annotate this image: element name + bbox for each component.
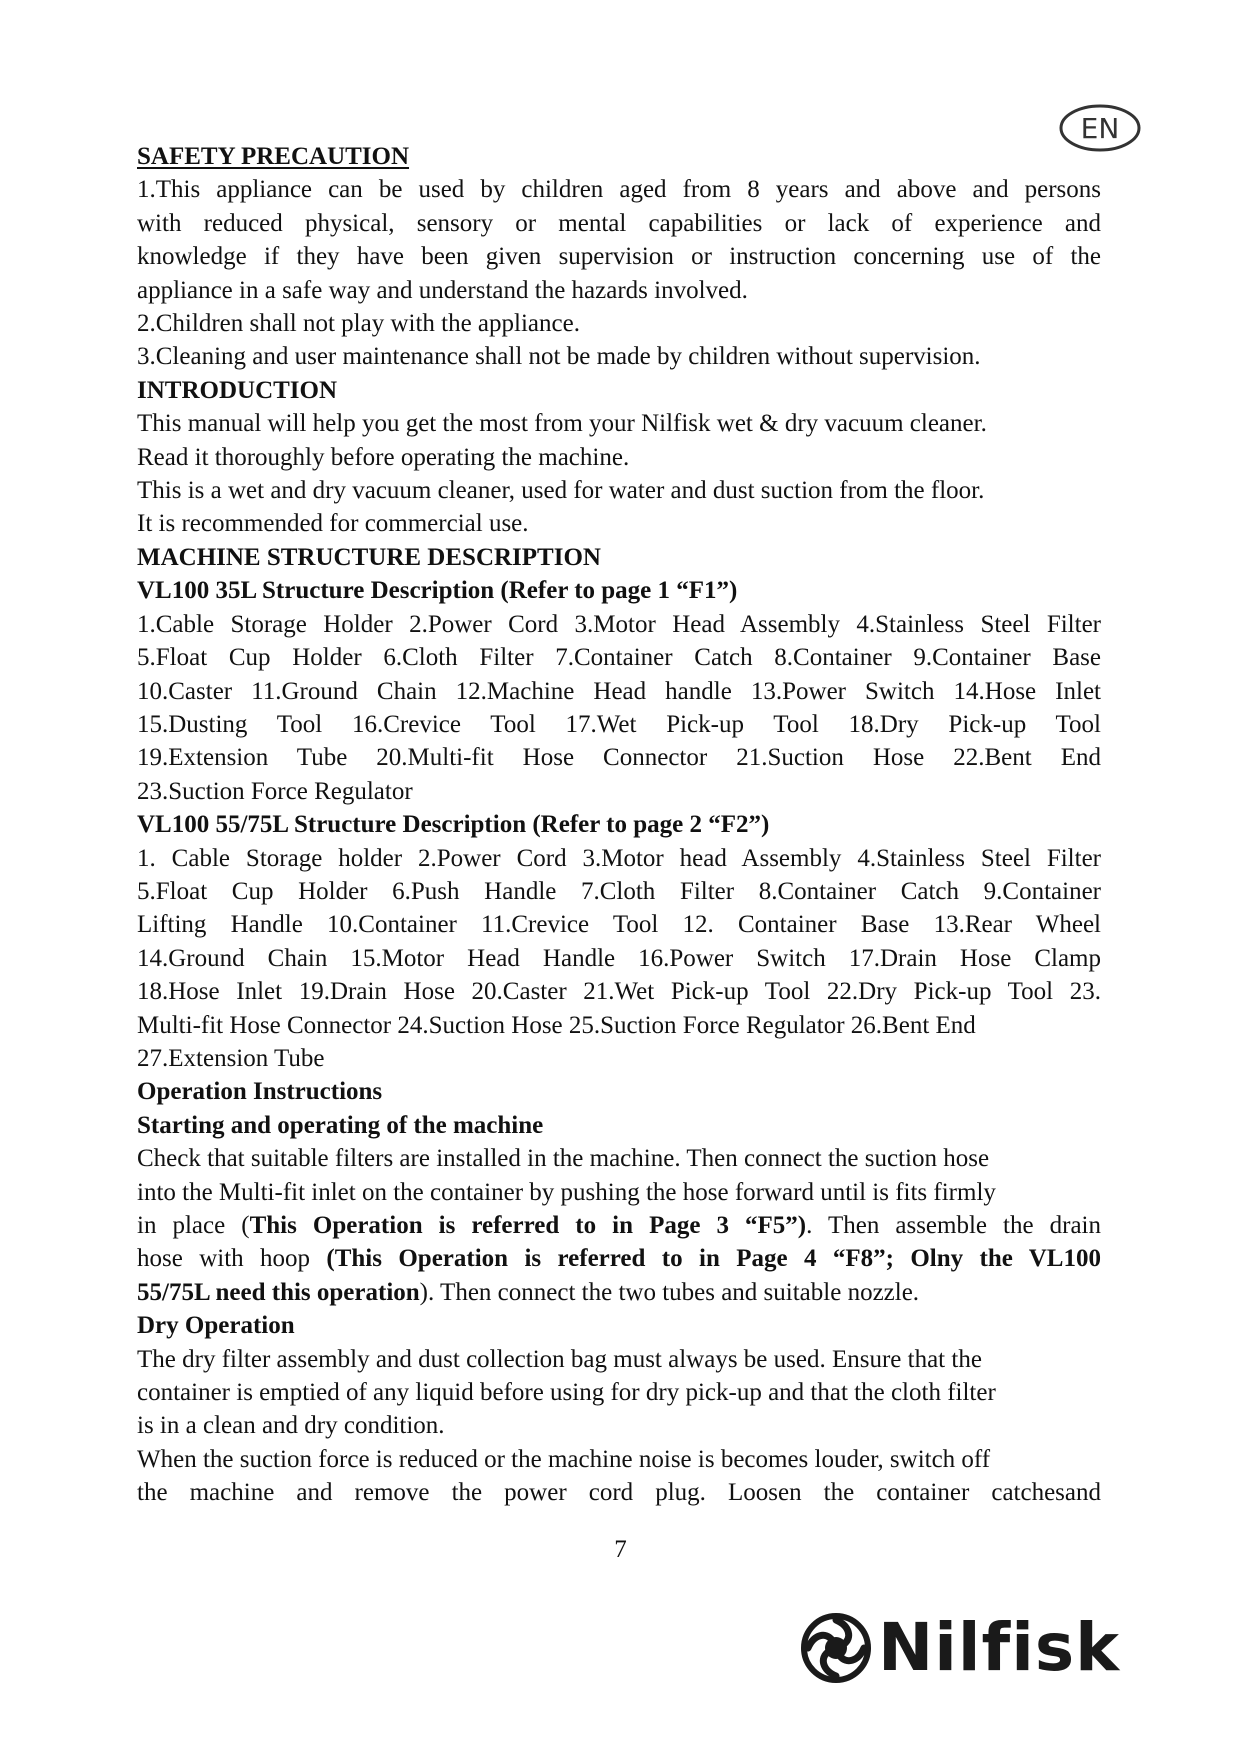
nilfisk-logo xyxy=(800,1608,1120,1688)
vl35-line: 23.Suction Force Regulator xyxy=(137,777,413,805)
operation-line: into the Multi-fit inlet on the container by pushing the hose forward until is fits firmly xyxy=(137,1178,996,1206)
page-number: 7 xyxy=(614,1536,627,1563)
vl35-line: 15.Dusting Tool 16.Crevice Tool 17.Wet Pick-up Tool 18.Dry Pick-up Tool xyxy=(137,710,1101,738)
dry-line: the machine and remove the power cord plug. Loosen the container catchesand xyxy=(137,1479,1101,1507)
intro-line: This manual will help you get the most from your Nilfisk wet & dry vacuum cleaner. xyxy=(137,410,987,438)
dry-line: is in a clean and dry condition. xyxy=(137,1412,445,1440)
safety-line: with reduced physical, sensory or mental capabilities or lack of experience and xyxy=(137,209,1101,237)
vl55-line: 5.Float Cup Holder 6.Push Handle 7.Cloth Filter 8.Container Catch 9.Container xyxy=(137,877,1101,905)
dry-line: container is emptied of any liquid before using for dry pick-up and that the cloth filter xyxy=(137,1379,996,1407)
operation-line: Check that suitable filters are installed in the machine. Then connect the suction hose xyxy=(137,1145,990,1173)
main-content xyxy=(137,140,1101,1510)
dry-line: When the suction force is reduced or the machine noise is becomes louder, switch off xyxy=(137,1445,991,1473)
safety-line: 2.Children shall not play with the appliance. xyxy=(137,310,580,338)
intro-line: Read it thoroughly before operating the machine. xyxy=(137,443,630,471)
vl35-line: 19.Extension Tube 20.Multi-fit Hose Connector 21.Suction Hose 22.Bent End xyxy=(137,744,1101,772)
operation-line: hose with hoop (This Operation is referred to in Page 4 “F8”; Olny the VL100 xyxy=(137,1245,1101,1273)
vl35-heading: VL100 35L Structure Description (Refer to page 1 “F1”) xyxy=(137,577,738,605)
safety-heading: SAFETY PRECAUTION xyxy=(137,143,410,170)
safety-line: appliance in a safe way and understand the hazards involved. xyxy=(137,276,748,304)
intro-line: This is a wet and dry vacuum cleaner, used for water and dust suction from the floor. xyxy=(137,477,985,505)
vl55-heading: VL100 55/75L Structure Description (Refer to page 2 “F2”) xyxy=(137,811,770,839)
vl55-line: Multi-fit Hose Connector 24.Suction Hose 25.Suction Force Regulator 26.Bent End xyxy=(137,1011,976,1039)
safety-line: 1.This appliance can be used by children aged from 8 years and above and persons xyxy=(137,176,1101,204)
structure-heading: MACHINE STRUCTURE DESCRIPTION xyxy=(137,543,601,571)
vl55-line: 14.Ground Chain 15.Motor Head Handle 16.Power Switch 17.Drain Hose Clamp xyxy=(137,944,1101,972)
operation-model-note: 55/75L need this operation xyxy=(137,1278,420,1306)
dry-line: The dry filter assembly and dust collection bag must always be used. Ensure that the xyxy=(137,1345,982,1373)
operation-reference-f8: (This Operation is referred to in Page 4 “F8”; Olny the VL100 xyxy=(326,1245,1101,1273)
vl35-line: 1.Cable Storage Holder 2.Power Cord 3.Motor Head Assembly 4.Stainless Steel Filter xyxy=(137,610,1101,638)
nilfisk-logo-icon xyxy=(800,1612,872,1684)
vl55-line: 1. Cable Storage holder 2.Power Cord 3.Motor head Assembly 4.Stainless Steel Filter xyxy=(137,844,1101,872)
vl55-line: 27.Extension Tube xyxy=(137,1044,325,1072)
vl55-line: Lifting Handle 10.Container 11.Crevice Tool 12. Container Base 13.Rear Wheel xyxy=(137,911,1101,939)
operation-reference-f5: This Operation is referred to in Page 3 “F5”) xyxy=(249,1212,807,1239)
nilfisk-logo-wordmark: Nilfisk xyxy=(878,1609,1120,1686)
safety-line: knowledge if they have been given supervision or instruction concerning use of the xyxy=(137,243,1101,271)
intro-line: It is recommended for commercial use. xyxy=(137,510,529,538)
dry-heading: Dry Operation xyxy=(137,1312,295,1340)
vl35-line: 5.Float Cup Holder 6.Cloth Filter 7.Container Catch 8.Container 9.Container Base xyxy=(137,644,1101,672)
operation-line: 55/75L need this operation). Then connect the two tubes and suitable nozzle. xyxy=(137,1278,920,1306)
vl35-line: 10.Caster 11.Ground Chain 12.Machine Head handle 13.Power Switch 14.Hose Inlet xyxy=(137,677,1101,705)
language-badge-label: EN xyxy=(1080,112,1120,145)
vl55-line: 18.Hose Inlet 19.Drain Hose 20.Caster 21.Wet Pick-up Tool 22.Dry Pick-up Tool 23. xyxy=(137,978,1101,1006)
operation-subheading: Starting and operating of the machine xyxy=(137,1111,544,1139)
operation-heading: Operation Instructions xyxy=(137,1078,383,1106)
intro-heading: INTRODUCTION xyxy=(137,376,338,404)
safety-line: 3.Cleaning and user maintenance shall not be made by children without supervision. xyxy=(137,343,981,371)
operation-line: in place (This Operation is referred to in Page 3 “F5”). Then assemble the drain xyxy=(137,1212,1102,1239)
